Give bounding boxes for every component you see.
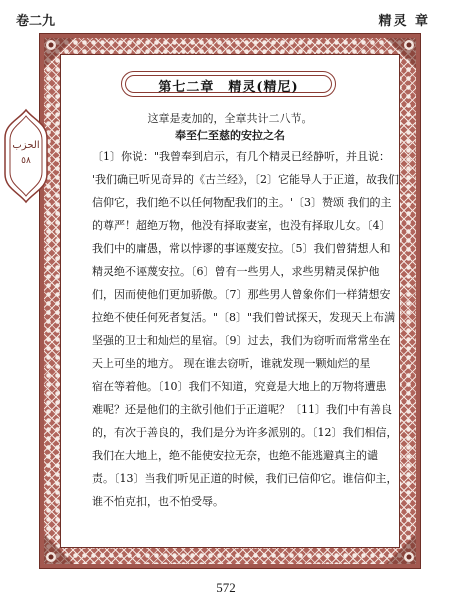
text-line: 责。〔13〕当我们听见正道的时候，我们已信仰它。谁信仰主， — [92, 472, 398, 485]
text-line: 难呢？还是他们的主欲引他们于正道呢？〔11〕我们中有善良 — [92, 403, 392, 416]
basmala: 奉至仁至慈的安拉之名 — [175, 129, 285, 142]
chapter-title: 第七二章 精灵(精尼) — [158, 80, 299, 95]
text-line: 我们中的庸愚，常以悖谬的事诬蔑安拉。〔5〕我们曾猜想人和 — [92, 242, 391, 255]
text-line: 的，有次于善良的，我们是分为许多派别的。〔12〕我们相信， — [92, 426, 398, 439]
text-line: 精灵绝不诬蔑安拉。〔6〕曾有一些男人，求些男精灵保护他 — [92, 265, 380, 278]
hizb-label: الحزب — [12, 140, 40, 151]
text-line: 天上可坐的地方。 现在谁去窃听，谁就发现一颗灿烂的星 — [92, 357, 371, 370]
running-header-chapter: 精灵 章 — [378, 14, 430, 29]
text-line: 的尊严！超绝万物，他没有择取妻室，也没有择取儿女。〔4〕 — [92, 219, 391, 232]
text-line: 我们在大地上，绝不能使安拉无奈，也绝不能逃避真主的谴 — [92, 449, 378, 462]
page-number: 572 — [216, 580, 236, 595]
text-line: 信仰它，我们绝不以任何物配我们的主。'〔3〕赞颂 我们的主 — [92, 196, 392, 209]
text-line: 坚强的卫士和灿烂的星宿。〔9〕过去，我们为窃听而常常坐在 — [92, 334, 391, 347]
running-header-volume: 卷二九 — [16, 14, 56, 29]
chapter-intro: 这章是麦加的，全章共计二八节。 — [147, 112, 313, 125]
text-line: 谁不怕克扣，也不怕受辱。 — [92, 495, 224, 508]
text-line: '我们确已听见奇异的《古兰经》，〔2〕它能导人于正道，故我们 — [92, 173, 400, 186]
text-line: 们，因而使他们更加骄傲。〔7〕那些男人曾象你们一样猜想安 — [92, 288, 391, 301]
hizb-number: ٥٨ — [21, 156, 31, 166]
text-line: 〔1〕你说："我曾奉到启示，有几个精灵已经静听，并且说： — [92, 150, 391, 163]
chapter-title-cartouche — [121, 71, 336, 97]
text-line: 拉绝不使任何死者复活。"〔8〕"我们曾试探天，发现天上布满 — [92, 311, 396, 324]
hizb-marker — [3, 108, 49, 204]
text-line: 宿在等着他。〔10〕我们不知道，究竟是大地上的万物将遭患 — [92, 380, 387, 393]
